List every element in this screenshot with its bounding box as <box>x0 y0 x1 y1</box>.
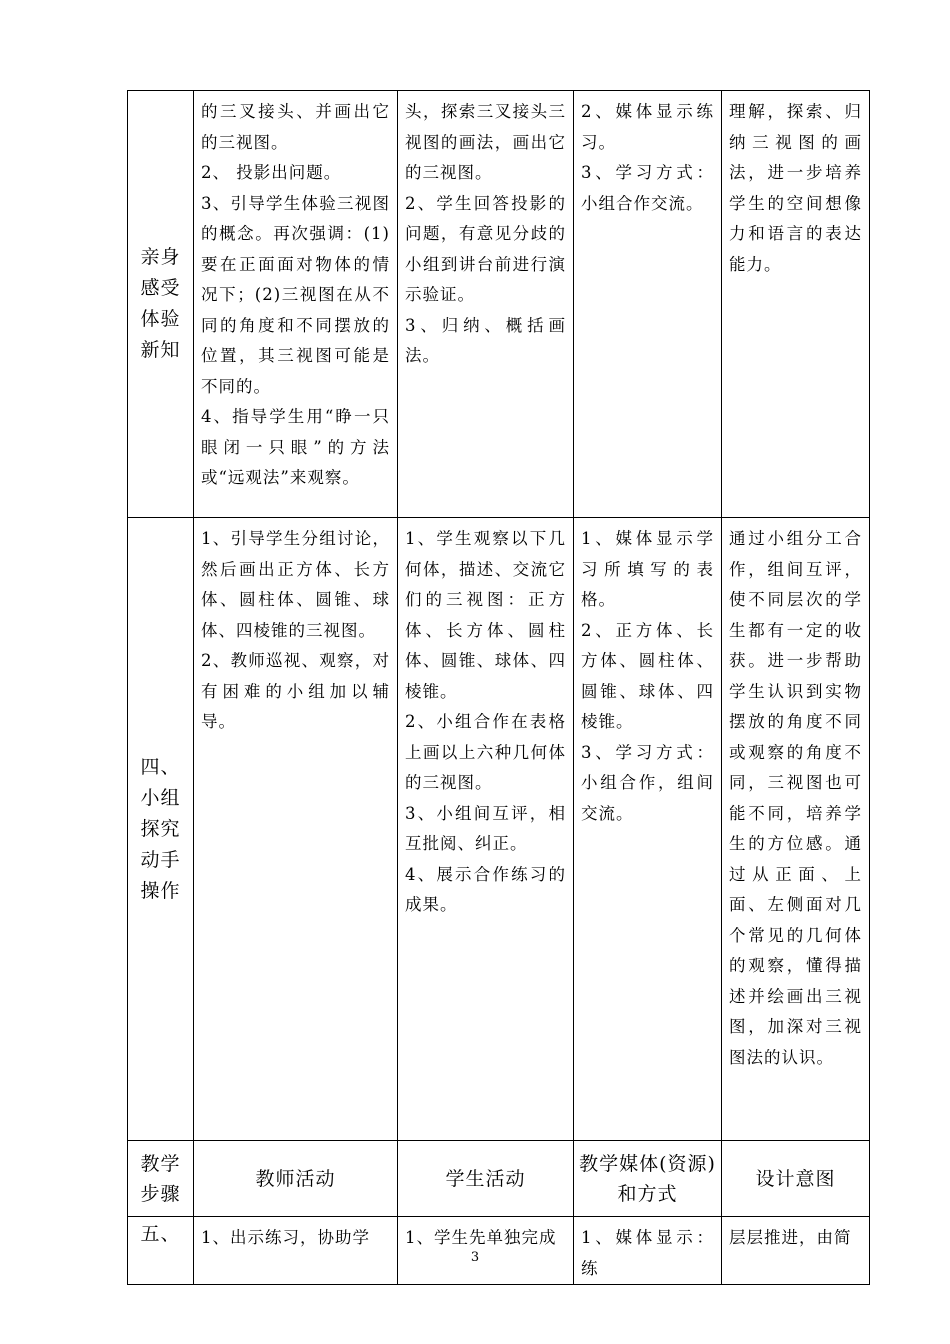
page-number: 3 <box>470 1250 480 1265</box>
list-item: 2、教师巡视、观察，对有困难的小组加以辅导。 <box>201 651 390 731</box>
table-row <box>128 91 870 518</box>
step-cell: 四、小组探究动手操作 <box>128 518 194 1141</box>
list-item: 3、引导学生体验三视图的概念。再次强调：(1)要在正面面对物体的情况下；(2)三视图在从不同的角度和不同摆放的位置，其三视图可能是不同的。 <box>201 193 390 396</box>
media-cell <box>574 91 722 518</box>
header-teacher: 教师活动 <box>194 1141 398 1217</box>
list-item: 通过小组分工合作，组间互评，使不同层次的学生都有一定的收获。进一步帮助学生认识到实物摆放的角度不同或观察的角度不同，三视图也可能不同，培养学生的方位感。通过从正面、上面、左侧面对几个常见的几何体的观察，懂得描述并绘画出三视图，加深对三视图法的认识。 <box>729 529 862 1067</box>
list-item: 1、引导学生分组讨论，然后画出正方体、长方体、圆柱体、圆锥、球体、四棱锥的三视图。 <box>201 529 390 640</box>
list-item: 头，探索三叉接头三视图的画法，画出它的三视图。 <box>405 102 566 182</box>
step-cell: 亲身感受体验新知 <box>128 91 194 518</box>
teacher-activity-cell: 1、出示练习，协助学 <box>194 1217 398 1285</box>
header-step: 教学步骤 <box>128 1141 194 1217</box>
media-cell: 1、媒体显示：练 <box>574 1217 722 1285</box>
student-activity-cell <box>398 518 574 1141</box>
lesson-plan-table <box>127 90 870 1285</box>
teacher-activity-cell <box>194 518 398 1141</box>
student-activity-cell: 1、学生先单独完成 <box>398 1217 574 1285</box>
list-item: 3、归纳、概括画法。 <box>405 315 566 365</box>
header-student: 学生活动 <box>398 1141 574 1217</box>
list-item: 理解，探索、归纳三视图的画法，进一步培养学生的空间想像力和语言的表达能力。 <box>729 102 862 274</box>
list-item: 1、媒体显示学习所填写的表格。 <box>581 529 714 609</box>
media-cell <box>574 518 722 1141</box>
list-item: 2、媒体显示练习。 <box>581 102 714 152</box>
design-intent-cell <box>722 91 870 518</box>
header-media: 教学媒体(资源)和方式 <box>574 1141 722 1217</box>
list-item: 2、 投影出问题。 <box>201 163 342 182</box>
design-intent-cell <box>722 518 870 1141</box>
list-item: 2、正方体、长方体、圆柱体、圆锥、球体、四棱锥。 <box>581 620 714 731</box>
design-intent-cell: 层层推进，由简 <box>722 1217 870 1285</box>
list-item: 2、学生回答投影的问题，有意见分歧的小组到讲台前进行演示验证。 <box>405 193 566 304</box>
list-item: 2、小组合作在表格上画以上六种几何体的三视图。 <box>405 712 566 792</box>
header-intent: 设计意图 <box>722 1141 870 1217</box>
list-item: 3、小组间互评，相互批阅、纠正。 <box>405 803 566 853</box>
list-item: 4、展示合作练习的成果。 <box>405 864 566 914</box>
list-item: 1、学生观察以下几何体，描述、交流它们的三视图：正方体、长方体、圆柱体、圆锥、球体、四棱锥。 <box>405 529 566 701</box>
list-item: 4、指导学生用“睁一只眼闭一只眼”的方法或“远观法”来观察。 <box>201 407 390 487</box>
list-item: 3、学习方式：小组合作交流。 <box>581 163 714 213</box>
list-item: 3、学习方式：小组合作，组间交流。 <box>581 742 714 823</box>
student-activity-cell <box>398 91 574 518</box>
table-row <box>128 518 870 1141</box>
step-cell: 五、 <box>128 1217 194 1285</box>
table-header-row <box>128 1141 870 1217</box>
list-item: 的三叉接头、并画出它的三视图。 <box>201 102 390 152</box>
teacher-activity-cell <box>194 91 398 518</box>
